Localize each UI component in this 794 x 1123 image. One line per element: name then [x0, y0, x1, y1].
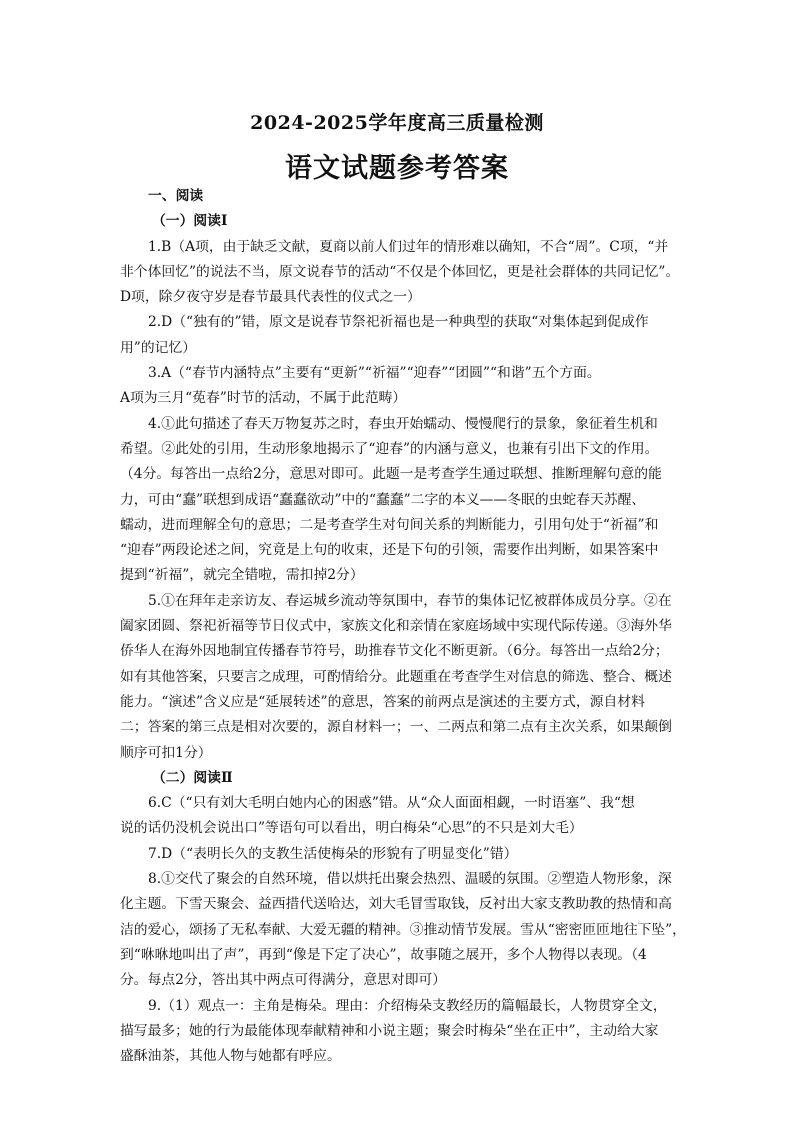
- answer-line: A项为三月“莬春”时节的活动，不属于此范畴）: [120, 390, 407, 407]
- answer-line: 9.（1）观点一：主角是梅朵。理由：介绍梅朵支教经历的篇幅最长，人物贯穿全文，: [148, 997, 667, 1014]
- answer-line: 希望。②此处的引用，生动形象地揭示了“迎春”的内涵与意义，也兼有引出下文的作用。: [120, 440, 659, 457]
- answer-line: 提到“祈福”，就完全错啦，需扣掉2分）: [120, 567, 364, 584]
- answer-body: [120, 184, 686, 1069]
- answer-line: 3.A（“春节内涵特点”主要有“更新”“祈福”“迎春”“团圆”“和谐”五个方面。: [148, 365, 601, 382]
- answer-line: 化主题。下雪天聚会、益西措代送哈达，刘大毛冒雪取钱，反衬出大家支教助教的热情和高: [120, 896, 672, 913]
- answer-line: 到“咻咻地叫出了声”，再到“像是下定了决心”，故事随之展开，多个人物得以表现。（4: [120, 946, 647, 963]
- answer-line: 说的话仍没机会说出口”等语句可以看出，明白梅朵“心思”的不只是刘大毛）: [120, 820, 583, 837]
- answer-line: 非个体回忆”的说法不当，原文说春节的活动“不仅是个体回忆，更是社会群体的共同记忆”。: [120, 263, 680, 280]
- answer-line: 用”的记忆）: [120, 339, 197, 356]
- answer-line: （4分。每答出一点给2分，意思对即可。此题一是考查学生通过联想、推断理解句意的能: [120, 466, 662, 483]
- answer-line: 阖家团圆、祭祀祈福等节日仪式中，家族文化和亲情在家庭场域中实现代际传递。③海外华: [120, 618, 672, 635]
- answer-line: 1.B（A项，由于缺乏文献，夏商以前人们过年的情形难以确知，不合“周”。C项，“并: [148, 238, 669, 255]
- section-heading: 一、阅读: [148, 188, 204, 204]
- answer-line: 2.D（“独有的”错，原文是说春节祭祀祈福也是一种典型的获取“对集体起到促成作: [148, 314, 649, 331]
- answer-line: 顺序可扣1分）: [120, 744, 212, 761]
- answer-line: 描写最多；她的行为最能体现奉献精神和小说主题；聚会时梅朵“坐在正中”，主动给大家: [120, 1022, 659, 1039]
- subsection-heading: （二）阅读Ⅱ: [152, 769, 233, 786]
- answer-line: 如有其他答案，只要言之成理，可酌情给分。此题重在考查学生对信息的筛选、整合、概述: [120, 668, 672, 685]
- answer-line: 分。每点2分，答出其中两点可得满分，意思对即可）: [120, 972, 447, 989]
- answer-line: “迎春”两段论述之间，究竟是上句的收束，还是下句的引领，需要作出判断，如果答案中: [120, 542, 659, 559]
- answer-line: D项，除夕夜守岁是春节最具代表性的仪式之一）: [120, 289, 421, 306]
- exam-title: 2024-2025学年度高三质量检测: [250, 112, 544, 134]
- subsection-heading: （一）阅读Ⅰ: [152, 213, 228, 230]
- answer-line: 二；答案的第三点是相对次要的，源自材料一；一、二两点和第二点有主次关系，如果颠倒: [120, 719, 672, 736]
- answer-line: 6.C（“只有刘大毛明白她内心的困惑”错。从“众人面面相觑，一时语塞”、我“想: [148, 795, 635, 812]
- answer-line: 8.①交代了聚会的自然环境，借以烘托出聚会热烈、温暖的氛围。②塑造人物形象，深: [148, 871, 672, 888]
- answer-line: 蠕动，进而理解全句的意思；二是考查学生对句间关系的判断能力，引用句处于“祈福”和: [120, 516, 659, 533]
- answer-line: 7.D（“表明长久的支教生活使梅朵的形貌有了明显变化”错）: [148, 845, 518, 862]
- answer-line: 能力。“演述”含义应是“延展转述”的意思，答案的前两点是演述的主要方式，源自材料: [120, 693, 645, 710]
- document-title: 语文试题参考答案: [285, 153, 509, 184]
- answer-line: 盛酥油茶，其他人物与她都有呼应。: [120, 1048, 341, 1065]
- answer-line: 洁的爱心，颂扬了无私奉献、大爱无疆的精神。③推动情节发展。雪从“密密匝匝地往下坠”，: [120, 921, 686, 938]
- answer-line: 4.①此句描述了春天万物复苏之时，春虫开始蠕动、慢慢爬行的景象，象征着生机和: [148, 415, 658, 432]
- answer-line: 5.①在拜年走亲访友、春运城乡流动等氛围中，春节的集体记忆被群体成员分享。②在: [148, 592, 672, 609]
- answer-line: 力，可由“蠢”联想到成语“蠢蠢欲动”中的“蠢蠢”二字的本义——冬眠的虫蛇春天苏醒、: [120, 491, 646, 508]
- answer-line: 侨华人在海外因地制宜传播春节符号，助推春节文化不断更新。（6分。每答出一点给2分；: [120, 643, 669, 660]
